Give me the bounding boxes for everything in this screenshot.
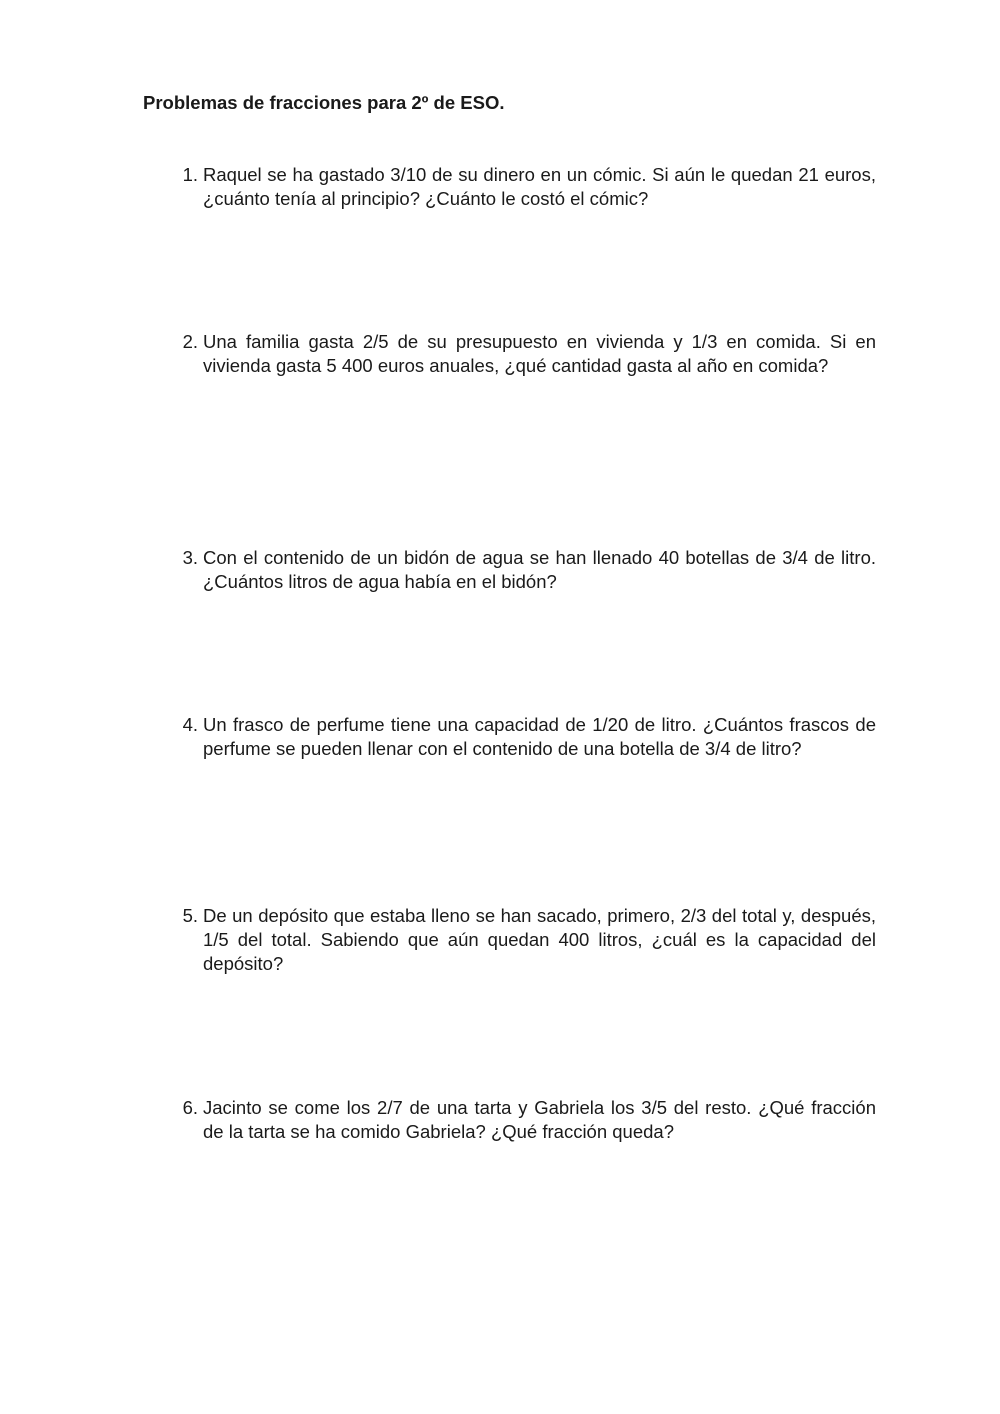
problem-item: [168, 163, 876, 211]
problem-number: 6.: [182, 1097, 198, 1118]
problem-text: Un frasco de perfume tiene una capacidad de 1/20 de litro. ¿Cuántos frascos de perfume se pueden llenar con el contenido de una botella de 3/4 de litro?: [203, 714, 876, 759]
problem-item: [168, 330, 876, 378]
problem-number: 1.: [182, 164, 198, 185]
problem-text: Jacinto se come los 2/7 de una tarta y Gabriela los 3/5 del resto. ¿Qué fracción de la tarta se ha comido Gabriela? ¿Qué fracción queda?: [203, 1097, 876, 1142]
problem-item: [168, 546, 876, 594]
problem-item: [168, 1096, 876, 1144]
page-title: Problemas de fracciones para 2º de ESO.: [143, 92, 505, 113]
problem-item: [168, 713, 876, 761]
problem-text: Con el contenido de un bidón de agua se han llenado 40 botellas de 3/4 de litro. ¿Cuántos litros de agua había en el bidón?: [203, 547, 876, 592]
problem-text: De un depósito que estaba lleno se han sacado, primero, 2/3 del total y, después, 1/5 del total. Sabiendo que aún quedan 400 litros, ¿cuál es la capacidad del depósito?: [203, 905, 876, 974]
problem-text: Raquel se ha gastado 3/10 de su dinero en un cómic. Si aún le quedan 21 euros, ¿cuánto tenía al principio? ¿Cuánto le costó el cómic?: [203, 164, 876, 209]
problem-number: 3.: [182, 547, 198, 568]
problem-number: 4.: [182, 714, 198, 735]
problem-number: 5.: [182, 905, 198, 926]
problem-item: [168, 904, 876, 976]
problem-text: Una familia gasta 2/5 de su presupuesto en vivienda y 1/3 en comida. Si en vivienda gasta 5 400 euros anuales, ¿qué cantidad gasta al año en comida?: [203, 331, 876, 376]
problem-number: 2.: [182, 331, 198, 352]
